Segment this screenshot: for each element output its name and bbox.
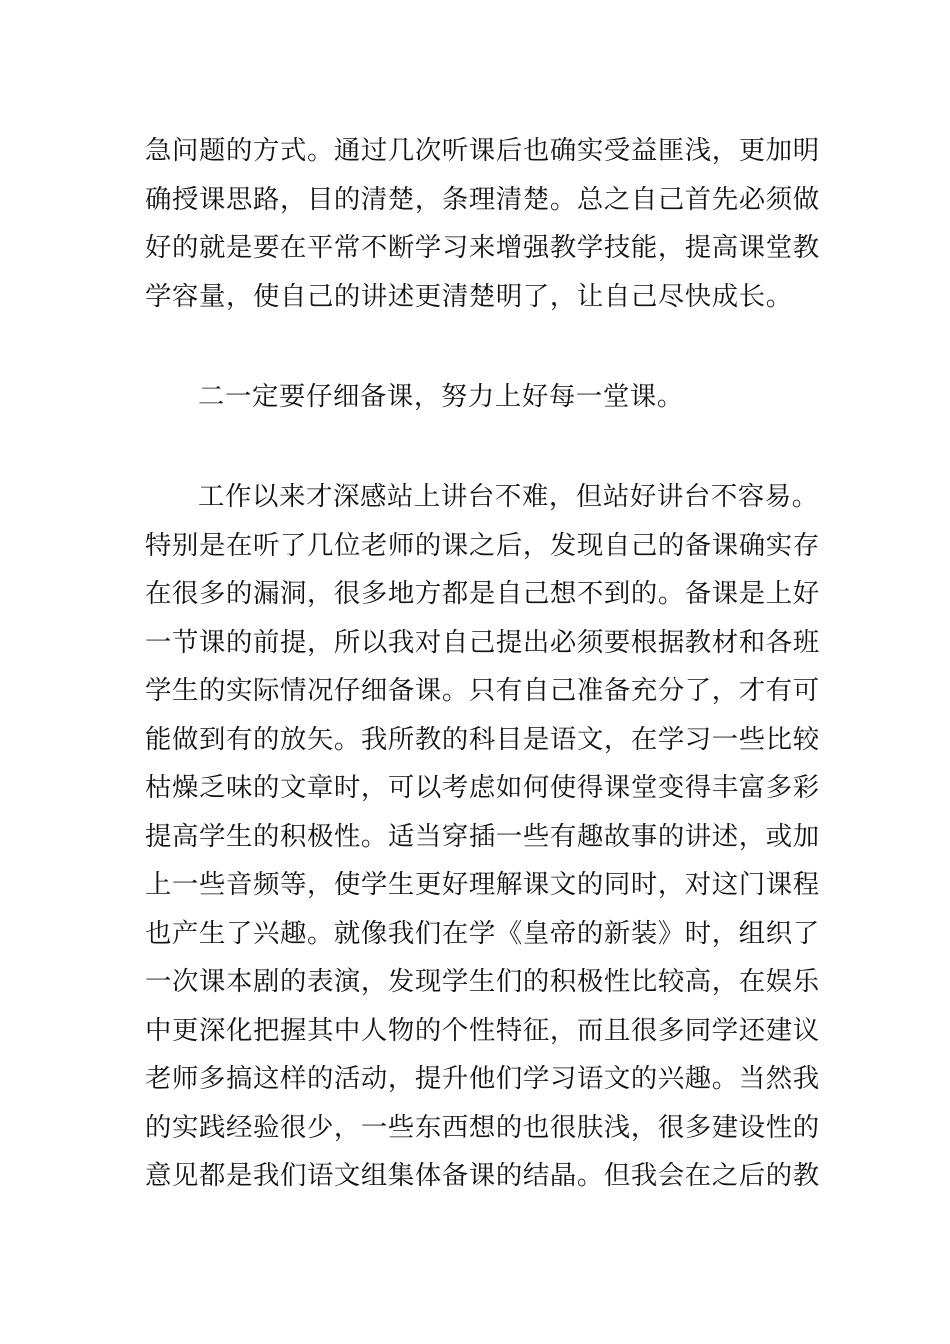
text-line: 能做到有的放矢。我所教的科目是语文，在学习一些比较 xyxy=(145,723,820,755)
text-line: 提高学生的积极性。适当穿插一些有趣故事的讲述，或加 xyxy=(145,820,820,852)
text-line: 的实践经验很少，一些东西想的也很肤浅，很多建设性的 xyxy=(145,1111,820,1143)
text-line: 中更深化把握其中人物的个性特征，而且很多同学还建议 xyxy=(145,1014,820,1046)
paragraph-continuation xyxy=(145,127,820,321)
text-line: 学容量，使自己的讲述更清楚明了，让自己尽快成长。 xyxy=(145,280,793,312)
text-line: 在很多的漏洞，很多地方都是自己想不到的。备课是上好 xyxy=(145,578,820,609)
section-heading xyxy=(145,373,810,422)
text-line: 特别是在听了几位老师的课之后，发现自己的备课确实存 xyxy=(145,529,820,561)
text-line: 一次课本剧的表演，发现学生们的积极性比较高，在娱乐 xyxy=(145,966,820,997)
text-line: 学生的实际情况仔细备课。只有自己准备充分了，才有可 xyxy=(145,675,820,706)
text-line: 工作以来才深感站上讲台不难，但站好讲台不容易。 xyxy=(198,481,819,512)
text-line: 老师多搞这样的活动，提升他们学习语文的兴趣。当然我 xyxy=(145,1063,820,1094)
text-line: 一节课的前提，所以我对自己提出必须要根据教材和各班 xyxy=(145,626,820,658)
text-line: 确授课思路，目的清楚，条理清楚。总之自己首先必须做 xyxy=(145,183,820,215)
text-line: 急问题的方式。通过几次听课后也确实受益匪浅，更加明 xyxy=(145,135,820,166)
heading-text: 二一定要仔细备课，努力上好每一堂课。 xyxy=(198,381,684,412)
text-line: 意见都是我们语文组集体备课的结晶。但我会在之后的教 xyxy=(145,1160,820,1191)
text-line: 好的就是要在平常不断学习来增强教学技能，提高课堂教 xyxy=(145,232,820,263)
text-line: 也产生了兴趣。就像我们在学《皇帝的新装》时，组织了 xyxy=(145,917,820,949)
text-line: 上一些音频等，使学生更好理解课文的同时，对这门课程 xyxy=(145,869,820,900)
text-line: 枯燥乏味的文章时，可以考虑如何使得课堂变得丰富多彩 xyxy=(145,772,820,803)
paragraph-body xyxy=(145,473,820,1201)
